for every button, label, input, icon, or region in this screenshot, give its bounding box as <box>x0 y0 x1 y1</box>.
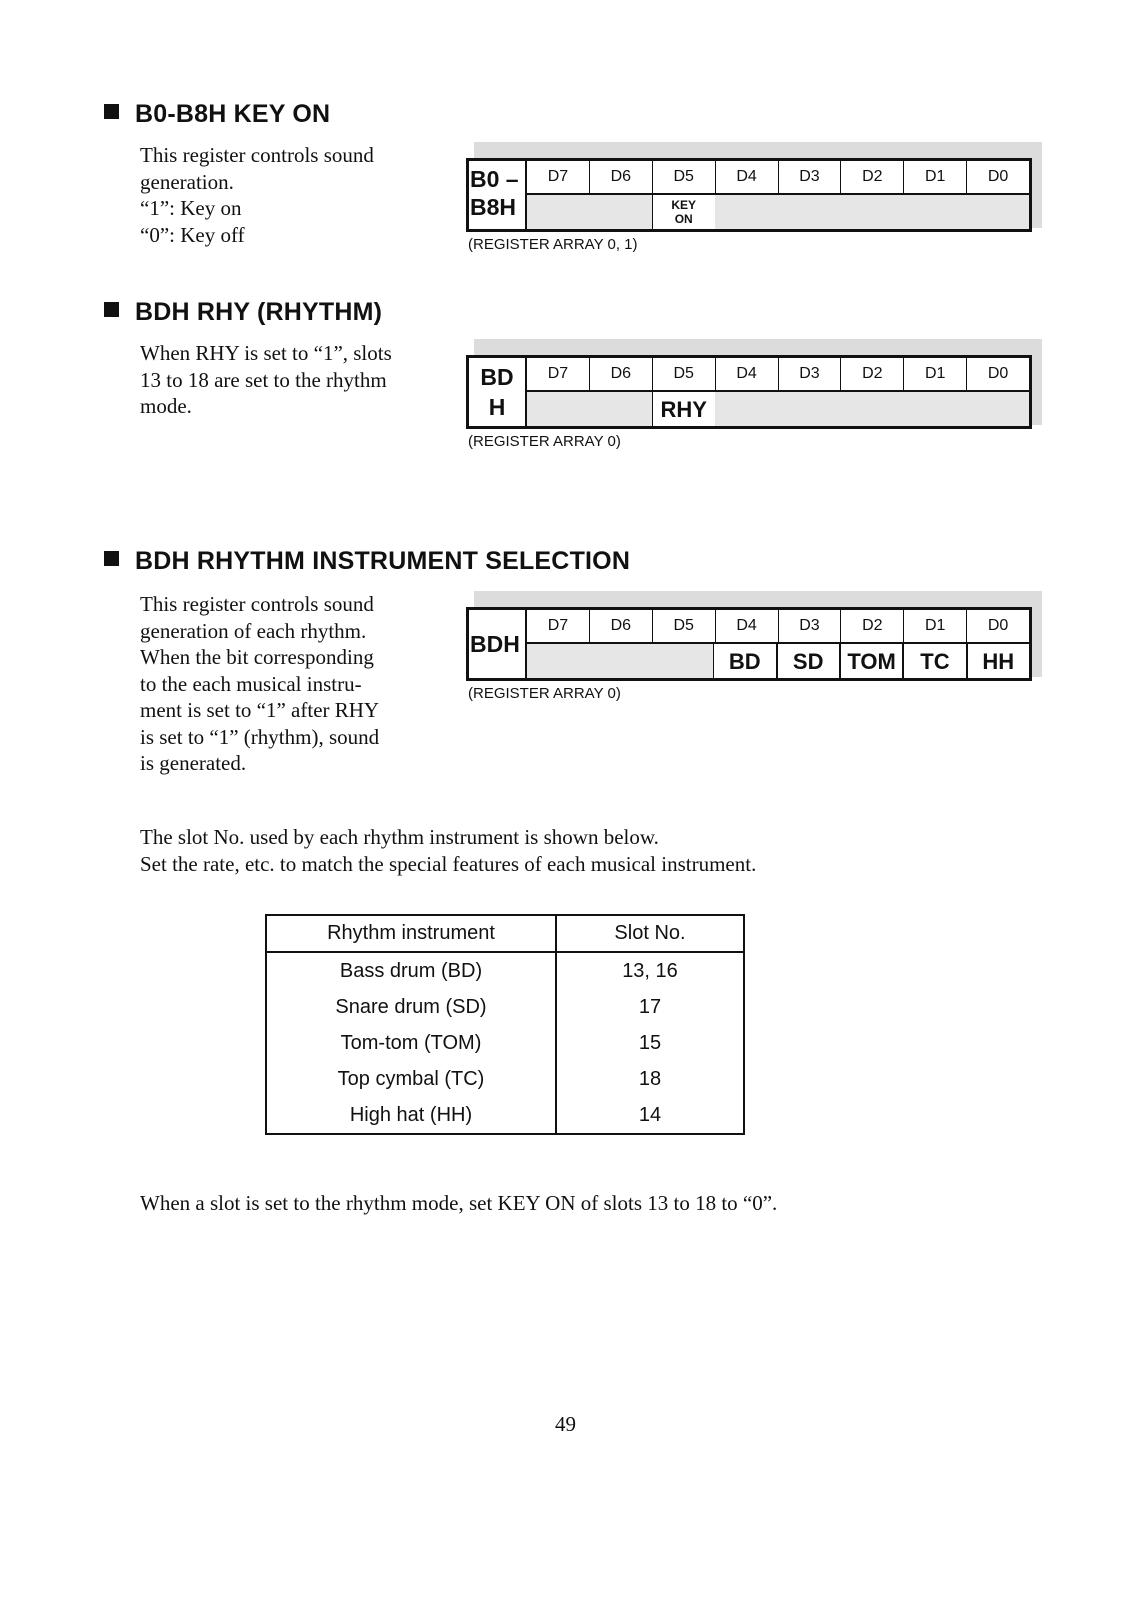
register-diagram-rhythm-instrument <box>466 591 1042 702</box>
table-row: Bass drum (BD) 13, 16 <box>266 952 744 989</box>
table-row: Tom-tom (TOM) 15 <box>266 1025 744 1061</box>
field-row <box>527 644 1029 678</box>
section-text-rhy: When RHY is set to “1”, slots 13 to 18 are set to the rhythm mode. <box>140 341 392 418</box>
field-key-on: KEY ON <box>652 195 715 229</box>
register-name: BD H <box>469 358 527 426</box>
square-bullet-icon <box>104 104 119 119</box>
register-diagram-key-on <box>466 142 1042 253</box>
field-hh: HH <box>966 644 1029 678</box>
field-rhy: RHY <box>652 392 715 426</box>
register-caption: (REGISTER ARRAY 0, 1) <box>468 236 638 253</box>
register-name: BDH <box>469 610 527 678</box>
register-caption: (REGISTER ARRAY 0) <box>468 685 621 702</box>
table-row: Snare drum (SD) 17 <box>266 989 744 1025</box>
table-row: Top cymbal (TC) 18 <box>266 1061 744 1097</box>
square-bullet-icon <box>104 302 119 317</box>
bit-header-row: D7 D6 D5 D4 D3 D2 D1 D0 <box>527 610 1029 644</box>
closing-note: When a slot is set to the rhythm mode, set KEY ON of slots 13 to 18 to “0”. <box>140 1191 778 1215</box>
rhythm-slot-table <box>265 914 745 1135</box>
section-heading-rhy: BDH RHY (RHYTHM) <box>104 298 382 327</box>
page-number: 49 <box>555 1412 576 1436</box>
section-heading-rhythm-instrument: BDH RHYTHM INSTRUMENT SELECTION <box>104 547 630 576</box>
field-bd: BD <box>713 644 775 678</box>
field-row <box>527 392 1029 426</box>
bit-header-row: D7 D6 D5 D4 D3 D2 D1 D0 <box>527 161 1029 195</box>
section-text-key-on: This register controls sound generation. “1”: Key on “0”: Key off <box>140 143 374 247</box>
register-name: B0 – B8H <box>469 161 527 229</box>
square-bullet-icon <box>104 551 119 566</box>
register-diagram-rhy <box>466 339 1042 450</box>
field-sd: SD <box>776 644 839 678</box>
bit-header-row: D7 D6 D5 D4 D3 D2 D1 D0 <box>527 358 1029 392</box>
field-row <box>527 195 1029 229</box>
slot-intro-text: The slot No. used by each rhythm instrument is shown below. Set the rate, etc. to match the special features of each musical instrument. <box>140 825 757 876</box>
field-tom: TOM <box>839 644 902 678</box>
table-header-row: Rhythm instrument Slot No. <box>266 915 744 952</box>
register-caption: (REGISTER ARRAY 0) <box>468 433 621 450</box>
section-text-rhythm-instrument: This register controls sound generation of each rhythm. When the bit corresponding to the each musical instru- ment is set to “1” after RHY is set to “1” (rhythm), sound is generated. <box>140 592 380 775</box>
table-row: High hat (HH) 14 <box>266 1097 744 1134</box>
field-tc: TC <box>902 644 965 678</box>
section-heading-key-on: B0-B8H KEY ON <box>104 100 330 129</box>
